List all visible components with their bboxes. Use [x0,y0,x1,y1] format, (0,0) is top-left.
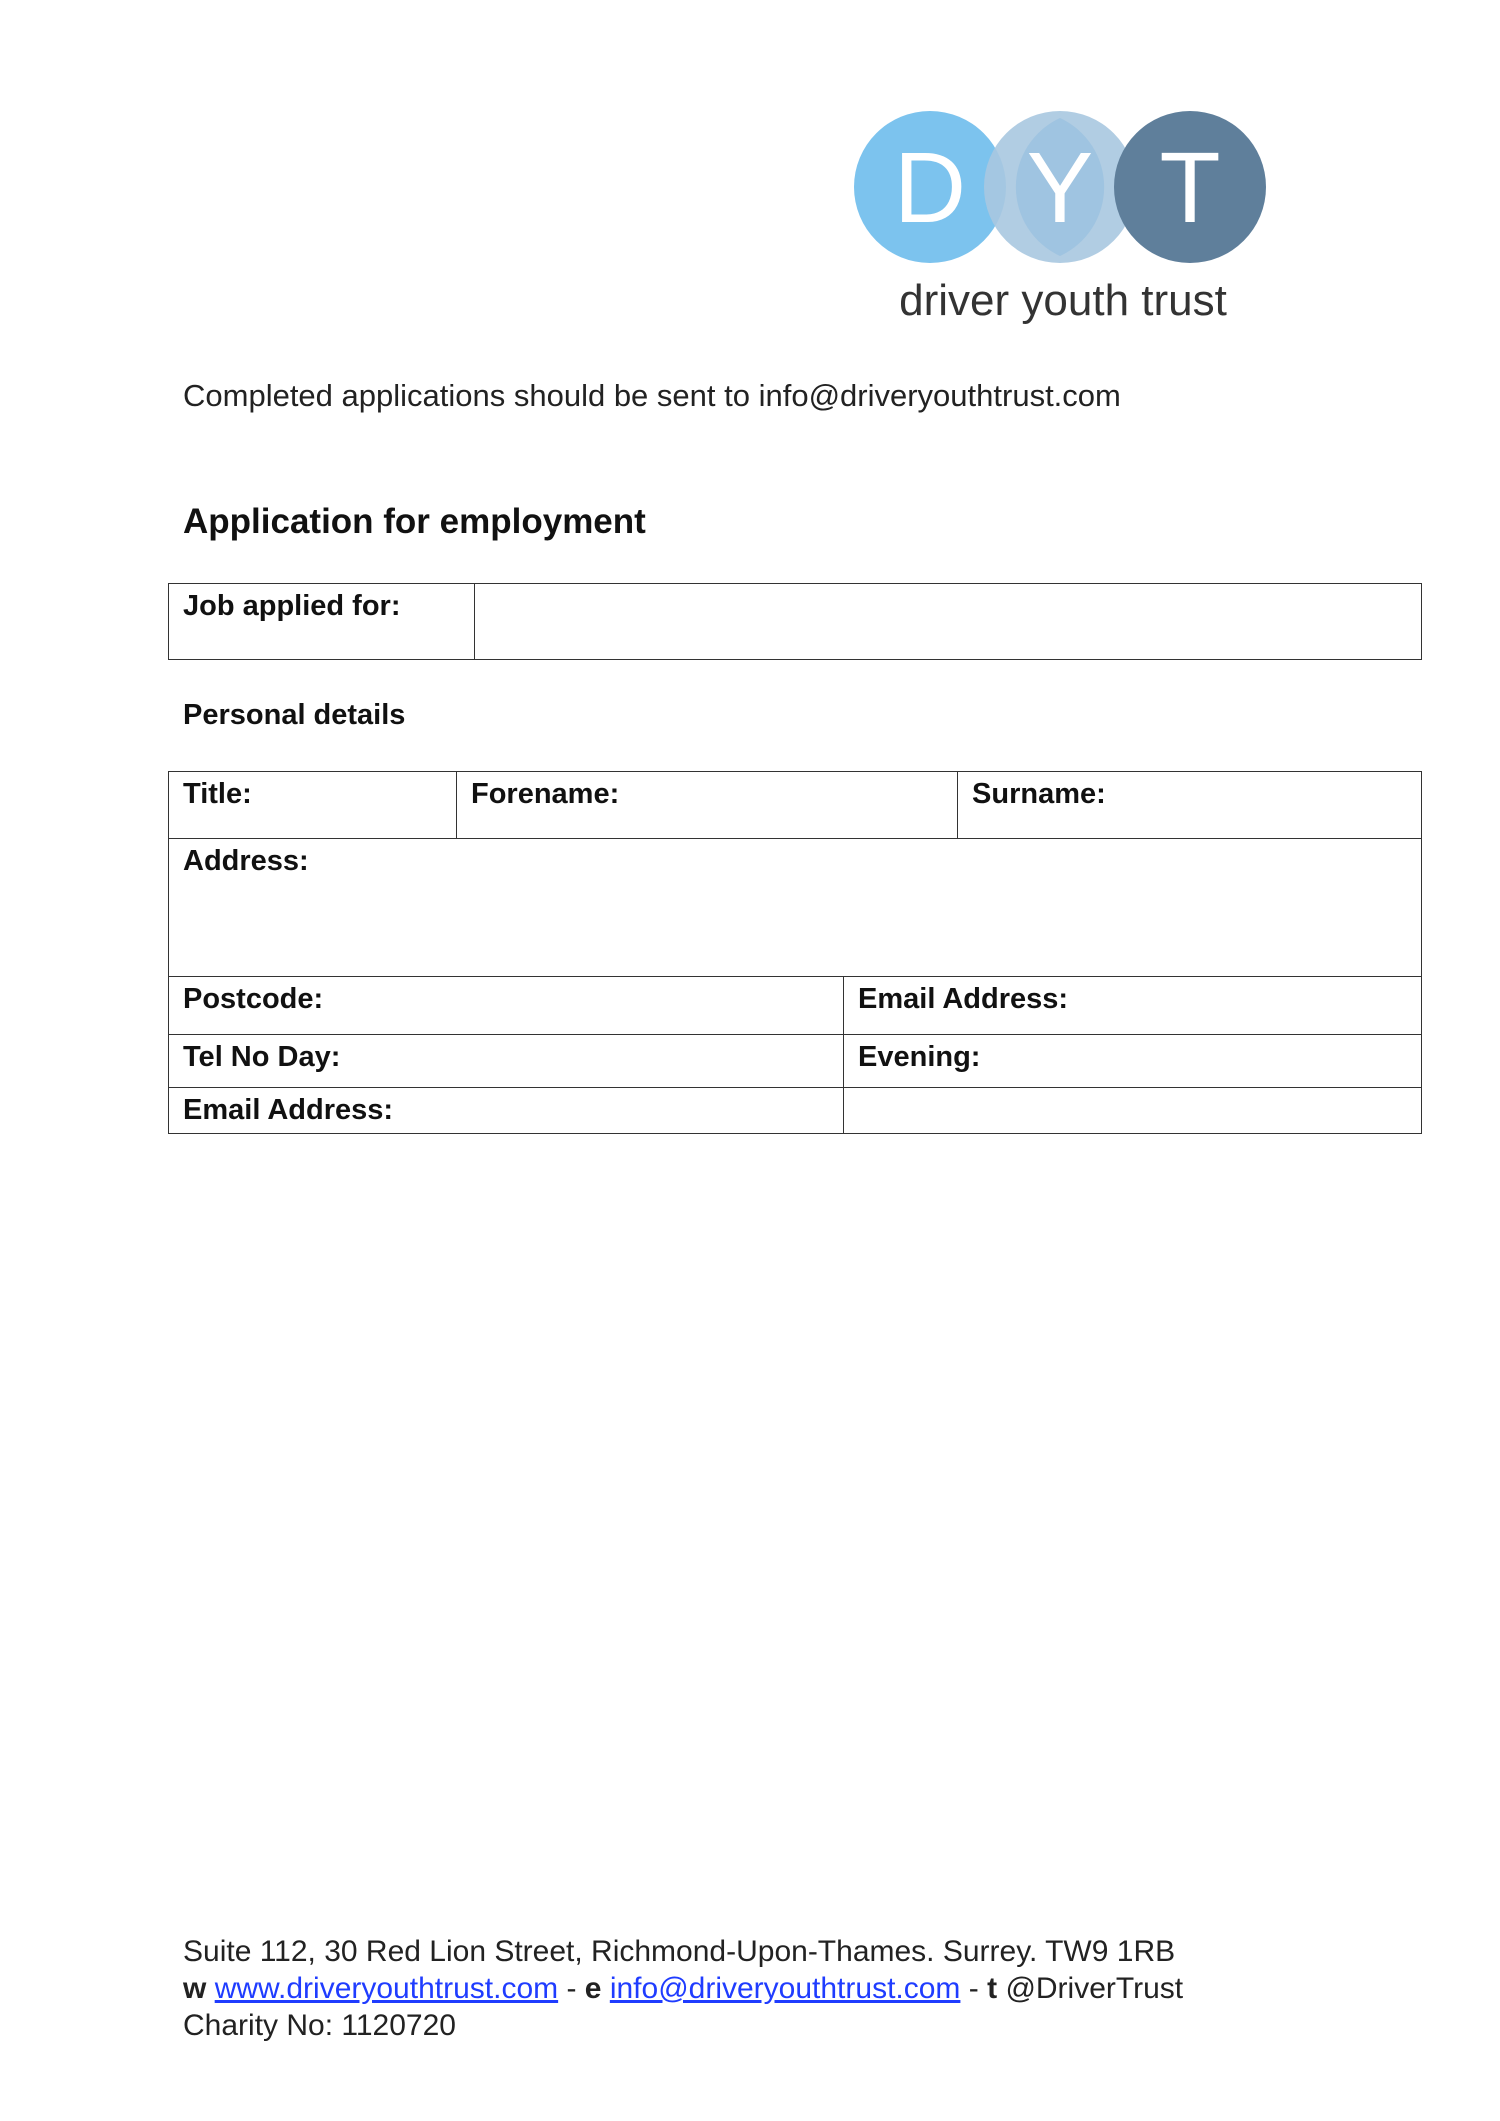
address-field[interactable]: Address: [169,839,1422,977]
separator: - [558,1972,585,2005]
logo-letter-d: D [893,132,967,244]
footer [183,1933,1183,2044]
job-table [168,583,1422,660]
logo-letter-t: T [1159,132,1221,244]
dyt-logo [853,110,1273,335]
personal-details-heading: Personal details [183,699,406,731]
personal-details-table [168,771,1422,1134]
website-prefix: w [183,1972,207,2005]
telephone-row [169,1035,1422,1088]
email-row [169,1088,1422,1134]
evening-field[interactable]: Evening: [844,1035,1422,1088]
logo-letter-y: Y [1026,132,1094,244]
address-row [169,839,1422,977]
twitter-prefix: t [987,1972,998,2005]
postcode-field[interactable]: Postcode: [169,977,844,1035]
job-row [169,584,1422,660]
email-address-field-right[interactable]: Email Address: [844,977,1422,1035]
page-title: Application for employment [183,502,646,541]
surname-field[interactable]: Surname: [958,772,1422,839]
website-link[interactable]: www.driveryouthtrust.com [214,1972,559,2005]
logo-tagline: driver youth trust [899,276,1227,325]
email-prefix: e [584,1972,602,2005]
footer-contacts [183,1970,1183,2007]
email-link[interactable]: info@driveryouthtrust.com [609,1972,961,2005]
forename-field[interactable]: Forename: [457,772,958,839]
separator: - [960,1972,988,2005]
email-address-value[interactable] [844,1088,1422,1134]
job-applied-label: Job applied for: [169,584,475,660]
job-applied-field[interactable] [475,584,1422,660]
postcode-row [169,977,1422,1035]
twitter-handle: @DriverTrust [1005,1972,1184,2005]
email-address-field-left[interactable]: Email Address: [169,1088,844,1134]
title-field[interactable]: Title: [169,772,457,839]
dyt-logo-graphic [853,110,1273,335]
intro-text: Completed applications should be sent to info@driveryouthtrust.com [183,378,1121,413]
name-row [169,772,1422,839]
charity-number: Charity No: 1120720 [183,2009,456,2042]
footer-address: Suite 112, 30 Red Lion Street, Richmond-Upon-Thames. Surrey. TW9 1RB [183,1935,1176,1968]
tel-day-field[interactable]: Tel No Day: [169,1035,844,1088]
